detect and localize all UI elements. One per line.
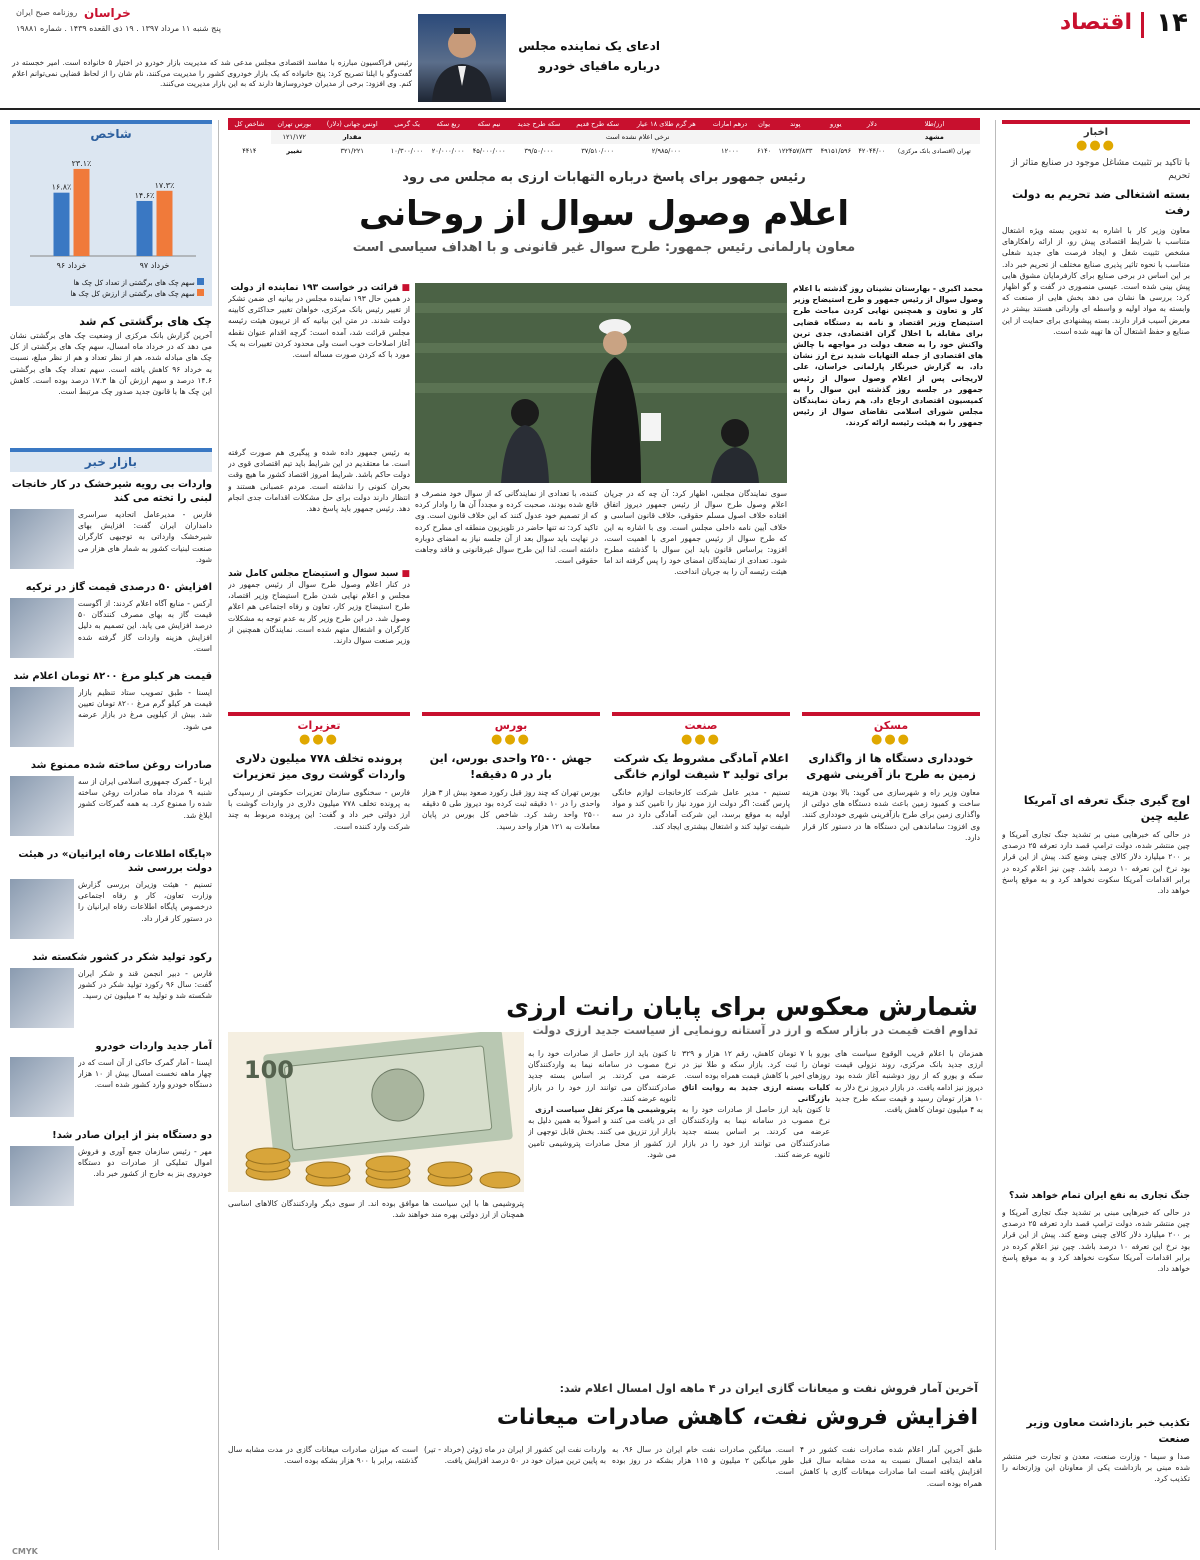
market-header-row <box>228 118 980 130</box>
currency-body-5: پتروشیمی ها با این سیاست ها موافق بوده اند. از سوی دیگر واردکنندگان کالاهای اساسی همچنان از ارز دولتی بهره مند خواهند شد. <box>228 1199 524 1220</box>
currency-body-3-text: تا کنون باید ارز حاصل از صادرات خود را به نرخ مصوب در سامانه نیما به واردکنندگان عرضه می کردند. بر اساس بسته جدید صادرکنندگان می توانند ارز خود را در بازار ثانویه عرضه کنند. <box>682 1105 830 1159</box>
section-sanat <box>612 712 790 982</box>
index-box <box>10 120 212 306</box>
market-news-item[interactable] <box>10 951 212 1034</box>
x-tick-label: خرداد ۹۷ <box>139 261 170 270</box>
oil-body-3: واردات نفت این کشور از ایران در ماه ژوئن (خرداد - تیر) به پایین ترین میزان خود در ۵۰ درصد افزایش یافت. <box>424 1445 606 1466</box>
bar-1-1 <box>157 191 173 256</box>
section-title: پرونده تخلف ۷۷۸ میلیون دلاری واردات گوشت روی میز تعزیرات <box>232 752 406 781</box>
cheques-text: آخرین گزارش بانک مرکزی از وضعیت چک های برگشتی نشان می دهد که در خرداد ماه امسال، سهم چک های برگشتی از کل چک های مبادله شده، هم از نظر تعداد و هم از نظر مبلغ، نسبت به خرداد ۹۶ کاهش یافته است. سهم تعداد چک های برگشتی ۱۴.۶ درصد و سهم ارزش آن ها ۱۷.۳ درصد بوده است. کاهش این چک ها با قانون جدید صدور چک مرتبط است. <box>10 331 212 397</box>
box-title-1-text: قرائت در خواست ۱۹۳ نماینده از دولت <box>230 283 399 293</box>
market-chg-label: تغییر <box>286 147 303 155</box>
news-thumbnail-icon <box>10 687 74 747</box>
section-title: خودداری دستگاه ها از واگذاری زمین به طرح باز آفرینی شهری <box>806 752 976 781</box>
market-news-item-title: رکود تولید شکر در کشور شکسته شد <box>32 952 212 963</box>
president-photo-icon <box>415 283 787 483</box>
news1-kicker: با تاکید بر تثبیت مشاغل موجود در صنایع متاثر از تحریم <box>1010 158 1190 181</box>
dots-icon: ●●● <box>680 732 722 747</box>
legend-item-1 <box>18 278 204 289</box>
lead-kicker: رئیس جمهور برای پاسخ درباره التهابات ارزی به مجلس می رود <box>402 170 806 185</box>
dots-icon: ●●● <box>1075 138 1117 153</box>
news2-text: در حالی که خبرهایی مبنی بر تشدید جنگ تجاری آمریکا و چین منتشر شده، دولت ترامپ قصد دارد تعرفه ۲۵ درصدی بر ۲۰۰ میلیارد دلار کالای چینی وضع کند. پیش از این قرار بود نرخ این تعرفه ۱۰ درصد باشد. چین نیز اعلام کرده در برابر اقدامات آمریکا سکوت نخواهد کرد و به موقع پاسخ خواهد داد. <box>1002 830 1190 896</box>
x-tick-label: خرداد ۹۶ <box>56 261 87 270</box>
market-cell: ۲/۹۸۵/۰۰۰ <box>651 147 681 155</box>
section-tazirat <box>228 712 410 982</box>
market-news-item-title: صادرات روغن ساخته شده ممنوع شد <box>30 760 212 771</box>
lead-subtitle: معاون پارلمانی رئیس جمهور: طرح سوال غیر قانونی و با اهداف سیاسی است <box>352 240 856 255</box>
lead-body-col4: به رئیس جمهور داده شده و پیگیری هم صورت گرفته است. ما معتقدیم در این شرایط باید تیم اقتصادی قوی در دولت حاکم باشد. شرایط امروز اقتصاد کشور ما هیچ وقت بحران کنونی را نداشته است. مردم عصبانی هستند و انتظار دارند دولت برای حل مشکلات اقدامات جدی انجام دهد. رئیس جمهور باید پاسخ دهد. <box>228 448 410 514</box>
market-col-header: سکه طرح جدید <box>517 120 561 128</box>
market-col-header: یک گرمی <box>394 120 420 128</box>
market-news-item-text: تسنیم - هیئت وزیران بررسی گزارش وزارت تعاون، کار و رفاه اجتماعی درخصوص پایگاه اطلاعات رفاه ایرانیان را در دستور کار قرار داد. <box>78 880 212 923</box>
market-col-header: دلار <box>866 120 877 128</box>
cheques-title: چک های برگشتی کم شد <box>79 315 212 328</box>
section-head: صنعت <box>612 712 790 732</box>
lead-photo <box>415 283 787 483</box>
market-col-header: درهم امارات <box>712 120 748 128</box>
news2-text-more: در حالی که خبرهایی مبنی بر تشدید جنگ تجاری آمریکا و چین منتشر شده، دولت ترامپ قصد دارد تعرفه ۲۵ درصدی بر ۲۰۰ میلیارد دلار کالای چینی وضع کند. پیش از این قرار بود نرخ این تعرفه ۱۰ درصد باشد. چین نیز اعلام کرده در برابر اقدامات آمریکا سکوت نخواهد کرد و به موقع پاسخ خواهد داد. <box>1002 1208 1190 1274</box>
data-label: ۱۶.۸٪ <box>51 182 72 192</box>
section-text: بورس تهران که چند روز قبل رکورد صعود بیش از ۳ هزار واحدی را در ۱۰ دقیقه ثبت کرده بود دیروز طی ۵ دقیقه ۲۵۰۰ واحد رشد کرد. شاخص کل بورس در پایان معاملات به ۱۲۱ هزار واحد رسید. <box>422 788 600 831</box>
currency-title: شمارش معکوس برای پایان رانت ارزی <box>506 992 978 1021</box>
market-news-item-title: واردات بی رویه شیرخشک در کار خانجات لبنی را تخته می کند <box>11 479 212 504</box>
dollar-coins-icon <box>228 1032 524 1192</box>
market-row-mashhad <box>228 130 980 144</box>
currency-body-3 <box>528 1048 676 1348</box>
box-title-2 <box>228 569 410 579</box>
market-table <box>228 118 980 160</box>
bar-0-1 <box>137 201 153 256</box>
section-title: اقتصاد <box>1059 10 1132 35</box>
paper-name: خراسان <box>84 6 131 20</box>
bar-0-0 <box>54 193 70 256</box>
currency-body-2-text: بورو با ۷ تومان کاهش، رقم ۱۲ هزار و ۳۲۹ تومان را ثبت کرد. بازار سکه و طلا نیز در روزهای اخیر با کاهش قیمت همراه بوده است. <box>682 1049 830 1081</box>
legend-swatch-icon <box>197 289 204 296</box>
market-col-header: بورس تهران <box>277 120 312 128</box>
box-title-1 <box>228 283 410 293</box>
market-cell: ۳۲۱/۲۲۱ <box>340 147 364 155</box>
market-news-list <box>10 478 212 1212</box>
lead-title: اعلام وصول سوال از روحانی <box>358 194 850 234</box>
market-cell: ۱۰/۳۰۰/۰۰۰ <box>390 147 424 155</box>
market-news-item-title: قیمت هر کیلو مرغ ۸۲۰۰ تومان اعلام شد <box>13 671 212 682</box>
market-cell: ۴۵/۰۰۰/۰۰۰ <box>472 147 506 155</box>
market-idx-label: مقدار <box>342 133 362 141</box>
market-cell: ۱۲۲۴۵۷/۸۳۳ <box>778 147 813 155</box>
section-head: مسکن <box>802 712 980 732</box>
dots-icon: ●●● <box>490 732 532 747</box>
market-col-header: یورو <box>830 120 842 128</box>
news3-title: تکذیب خبر بازداشت معاون وزیر صنعت <box>1026 1417 1190 1445</box>
dots-icon: ●●● <box>870 732 912 747</box>
market-news-item-text: ایرنا - گمرک جمهوری اسلامی ایران از سه شنبه ۹ مرداد ماه صادرات روغن ساخته شده را ممنوع کرد. به همه گمرکات کشور ابلاغ شد. <box>78 777 212 820</box>
market-col-header: پوند <box>790 120 801 128</box>
currency-sub-2: پتروشیمی ها مرکز ثقل سیاست ارزی <box>535 1105 676 1115</box>
lead-sidebar <box>228 283 410 691</box>
market-cell: ۴۲۰۴۴/۰۰ <box>858 147 886 155</box>
market-news-item-title: «پایگاه اطلاعات رفاه ایرانیان» در هیئت دولت بررسی شد <box>18 849 212 874</box>
market-news-head <box>10 448 212 472</box>
data-label: ۲۳.۱٪ <box>71 158 92 168</box>
page-number: ۱۴ <box>1156 8 1188 38</box>
market-col-header: هر گرم طلای ۱۸ عیار <box>636 120 696 128</box>
market-news-item-text: فارس - مدیرعامل اتحادیه سراسری دامداران ایران گفت: افزایش بهای شیرخشک وارداتی به توجیهی کارگران صنعت لبنیات کشور به شمار های هزار می شود. <box>78 510 212 564</box>
market-row2-label: تهران (اقتصادی بانک مرکزی) <box>897 147 971 155</box>
masthead <box>12 6 412 48</box>
bar-1-0 <box>74 169 90 256</box>
market-news-item-text: ایسنا - آمار گمرک حاکی از آن است که در چهار ماهه نخست امسال بیش از ۱۰ هزار دستگاه خودرو وارد کشور شده است. <box>78 1058 212 1090</box>
market-col-header: اونس جهانی (دلار) <box>326 120 378 128</box>
market-row-tehran <box>228 144 980 158</box>
page-header <box>0 0 1200 110</box>
news-head: اخبار <box>1002 120 1190 138</box>
section-text: فارس - سخنگوی سازمان تعزیرات حکومتی از رسیدگی به پرونده تخلف ۷۷۸ میلیون دلاری در واردات گوشت با ارز دولتی خبر داد و گفت: این پرونده مربوط به چند شرکت وارد کننده است. <box>228 788 410 831</box>
bullet-icon: ■ <box>398 569 410 579</box>
market-chg-value: ۴۴۱۴ <box>242 147 257 155</box>
market-idx-value: ۱۲۱/۱۷۲ <box>282 133 306 141</box>
paper-sub: روزنامه صبح ایران <box>16 8 78 17</box>
market-news-item[interactable] <box>10 848 212 945</box>
market-col-header: یوان <box>758 120 771 128</box>
market-cell: ۳۹/۵۰/۰۰۰ <box>524 147 554 155</box>
right-rule <box>995 120 996 1550</box>
market-col-header: ربع سکه <box>436 120 460 128</box>
section-text: تسنیم - مدیر عامل شرکت کارخانجات لوازم خانگی پارس گفت: اگر دولت ارز مورد نیاز را تامین کند و مواد اولیه به موقع برسد، این شرکت آمادگی دارد در سه شیفت تولید کند و اشتغال بیشتری ایجاد کند. <box>612 788 790 831</box>
legend <box>10 278 212 300</box>
market-cell: ۳۷/۵۱۰/۰۰۰ <box>581 147 615 155</box>
teaser-photo <box>418 14 506 102</box>
market-row1-note: نرخی اعلام نشده است <box>605 133 670 141</box>
currency-body-1: همزمان با اعلام قریب الوقوع سیاست های ارزی جدید بانک مرکزی، روند نزولی قیمت سکه و یورو که از روز دوشنبه آغاز شده بود دیروز نیز ادامه یافت. در بازار دیروز نرخ دلار به ۱۰ هزار تومان رسید و قیمت سکه طرح جدید به ۴ میلیون تومان کاهش یافت. <box>835 1049 983 1115</box>
news1-text: معاون وزیر کار با اشاره به تدوین بسته ویژه اشتغال متناسب با شرایط اقتصادی پیش رو، از ارائه راهکارهای مشخص تثبیت شغل و ایجاد فرصت های جدید شغلی متناسب با نحوه تاثیر پذیری صنایع مختلف از تحریم خبر داد. بر این اساس در برخی صنایع برای کارفرمایان مشوق هایی پیش بینی شده است. عیسی منصوری در گفت و گو اظهار کرد: بررسی ها نشان می دهد بخش هایی از صنعت که وابسته به مواد اولیه و واسطه ای وارداتی هستند بیشتر در معرض آسیب قرار دارند. بسته پیشنهادی برای حمایت از این صنایع و حفظ اشتغال آن ها تهیه شده است. <box>1002 226 1190 336</box>
currency-subtitle: تداوم افت قیمت در بازار سکه و ارز در آستانه رونمایی از سیاست جدید ارزی دولت <box>532 1024 978 1037</box>
lead-body-col3: کننده، با تعدادی از نمایندگانی که از سوال خود منصرف و قانع شده بودند، صحبت کرده و مجدداً آن ها را وادار کرده که از تصمیم خود عدول کنند که این خلاف قانون است. وی تاکید کرد: نه تنها حاضر در تلویزیون منطقه ای مطرح کرده در نهایت باید سوال بعد از آن جلسه نیاز به امضای دوباره داشته است. لذا این طرح سوال غیرقانونی و فاقد وجاهت حقوقی است. <box>415 489 598 566</box>
currency-photo <box>228 1032 524 1192</box>
lead-body-col1 <box>793 283 983 691</box>
data-label: ۱۴.۶٪ <box>134 190 155 200</box>
section-title: اعلام آمادگی مشروط یک شرکت برای تولید ۳ شیفت لوازم خانگی <box>613 752 789 781</box>
index-title: شاخص <box>90 127 132 141</box>
news1-title: بسته اشتغالی ضد تحریم به دولت رفت <box>1011 188 1190 217</box>
market-col-header: ارز/طلا <box>924 120 945 128</box>
oil-body-2: است. میانگین صادرات نفت خام ایران در سال ۹۶، به طور میانگین ۲ میلیون و ۱۱۵ هزار بشکه در روز بوده است. <box>612 1445 794 1477</box>
legend-label-1: سهم چک های برگشتی از تعداد کل چک ها <box>73 279 195 287</box>
teaser-text: رئیس فراکسیون مبارزه با مفاسد اقتصادی مجلس مدعی شد که مدیریت بازار خودرو در اختیار ۵ خانواده است. امیر خجسته در گفت‌وگو با ایلنا تصریح کرد: پنج خانواده که یک بازار خودروی کشور را مدیریت می‌کنند، نام شان را از لحاظ قضایی نمی‌توانم اعلام کنم. وی افزود: برخی از مدیران خودروسازها دارند که به این بازار مدیریت می‌کنند. <box>12 58 412 88</box>
section-head: تعزیرات <box>228 712 410 732</box>
market-news-item[interactable] <box>10 581 212 664</box>
section-divider <box>1141 12 1144 38</box>
market-col-header: شاخص کل <box>234 120 265 128</box>
oil-title: افزایش فروش نفت، کاهش صادرات میعانات <box>496 1405 978 1430</box>
legend-swatch-icon <box>197 278 204 285</box>
svg-text:100: 100 <box>243 1056 294 1084</box>
oil-body-4: است که میزان صادرات میعانات گازی در مدت مشابه سال گذشته، برابر با ۹۰۰ هزار بشکه بوده است. <box>228 1445 418 1466</box>
market-news-item-text: مهر - رئیس سازمان جمع آوری و فروش اموال تملیکی از صادرات دو دستگاه خودروی بنز به خارج از کشور خبر داد. <box>78 1147 212 1179</box>
news-thumbnail-icon <box>10 1146 74 1206</box>
section-bourse <box>422 712 600 982</box>
market-cell: ۶۱۴۰ <box>756 147 772 155</box>
lead-body-col2: سوی نمایندگان مجلس، اظهار کرد: آن چه که در جریان اعلام وصول طرح سوال از رئیس جمهور دیروز اتفاق افتاده خلاف اصول مسلم حقوقی، خلاف قانون اساسی و خلاف آیین نامه داخلی مجلس است. وی با اشاره به این که طرح سوال از رئیس جمهور امری با اهمیت است، افزود: براساس قانون باید این سوال با گذشته مطرح شود. تعدادی از نمایندگان امضای خود را پس گرفته اند اما هیئت رئیسه آن را به جریان انداخت. <box>604 489 787 577</box>
news2-sub: جنگ تجاری به نفع ایران تمام خواهد شد؟ <box>1009 1191 1190 1201</box>
market-news-item-text: آرکس - منابع آگاه اعلام کردند: از آگوست قیمت گاز به بهای مصرف کنندگان ۵۰ درصد افزایش می یابد. این تصمیم به دلیل افزایش هزینه واردات گاز گرفته شده است. <box>78 599 212 653</box>
market-cell: ۴۹۱۵۱/۵۹۶ <box>820 147 852 155</box>
section-text: معاون وزیر راه و شهرسازی می گوید: بالا بودن هزینه ساخت و کمبود زمین باعث شده دستگاه های دولتی از واگذاری زمین برای طرح بازآفرینی شهری خودداری کنند. وی افزود: ساماندهی این دستگاه ها در دستور کار قرار دارد. <box>802 788 980 842</box>
market-row1-label: مشهد <box>924 133 944 141</box>
oil-kicker: آخرین آمار فروش نفت و میعانات گازی ایران در ۴ ماهه اول امسال اعلام شد: <box>559 1382 978 1395</box>
market-col-header: نیم سکه <box>477 120 501 128</box>
right-column <box>1002 120 1190 1550</box>
left-rule <box>218 120 219 1550</box>
color-strip: CMYK <box>12 1547 38 1556</box>
cheque-chart <box>10 144 212 274</box>
dots-icon: ●●● <box>298 732 340 747</box>
news-thumbnail-icon <box>10 1057 74 1117</box>
data-label: ۱۷.۳٪ <box>154 180 175 190</box>
market-news-item-title: آمار جدید واردات خودرو <box>95 1041 212 1052</box>
market-cell: ۲۰/۰۰۰/۰۰۰ <box>431 147 465 155</box>
currency-sub-1: کلیات بسته ارزی جدید به روایت اتاق بازرگانی <box>682 1082 830 1103</box>
news-thumbnail-icon <box>10 968 74 1028</box>
market-news-title: بازار خبر <box>84 455 138 469</box>
box-text-1: در همین حال ۱۹۳ نماینده مجلس در بیانیه ای ضمن تشکر از تغییر رئیس بانک مرکزی، خواهان تغییر حداکثری کابینه دولت شدند. در متن این بیانیه که از تریبون هیئت رئیسه مجلس قرائت شد، آمده است: گرچه اقدام عنوان نقطه آغاز اصلاحات خوب است ولی محدود کردن تغییرات به یک مورد با که کردن صورت مساله است. <box>228 294 410 360</box>
news3-text: صدا و سیما - وزارت صنعت، معدن و تجارت خبر منتشر شده مبنی بر بازداشت یکی از معاونان این وزارتخانه را تکذیب کرد. <box>1002 1452 1190 1484</box>
news-thumbnail-icon <box>10 598 74 658</box>
section-head: بورس <box>422 712 600 732</box>
lead-body-col1-text: محمد اکبری - بهارستان نشینان روز گذشته با اعلام وصول سوال از رئیس جمهور و طرح استیضاح وزیر کار و تعاون و همچنین نهایی کردن مباحث طرح استیضاح وزیر اقتصاد و نامه به دستگاه قضایی برای مقابله با اخلال گران اقتصادی، جدی ترین واکنش خود را به ضعف دولت در مواجهه با چالش های اقتصادی از جمله التهابات شدید نرخ ارز نشان داد. به گزارش خبرنگار پارلمانی خراسان، علی لاریجانی پس از اعلام وصول سوال از رئیس جمهور در جلسه روز گذشته این سوال را به کمیسیون اقتصادی ارجاع داد. هم زمان نمایندگان مجلس شورای اسلامی تقاضای سوال از رئیس جمهور را به هیئت رئیسه ارائه کردند. <box>793 284 983 428</box>
market-news-item-text: فارس - دبیر انجمن قند و شکر ایران گفت: سال ۹۶ رکورد تولید شکر در کشور شکسته شد و تولید به ۲ میلیون تن رسید. <box>78 969 212 1001</box>
legend-item-2 <box>18 289 204 300</box>
market-col-header: سکه طرح قدیم <box>576 120 620 128</box>
market-news-item-title: افزایش ۵۰ درصدی قیمت گاز در ترکیه <box>25 582 212 593</box>
news2-title: اوج گیری جنگ تعرفه ای آمریکا علیه چین <box>1023 794 1190 823</box>
teaser-title: ادعای یک نماینده مجلس درباره مافیای خودرو <box>518 39 660 73</box>
news-thumbnail-icon <box>10 509 74 569</box>
left-column <box>10 120 212 1550</box>
politician-photo-icon <box>418 14 506 102</box>
box-text-2: در کنار اعلام وصول طرح سوال از رئیس جمهور در مجلس و اعلام نهایی شدن طرح استیضاح وزیر اقتصاد، طرح استیضاح وزیر کار، تعاون و رفاه اجتماعی هم اعلام وصول شد. در این طرح وزیر کار به عدم توجه به مشکلات کارگران و اشتغال متهم شده است. نمایندگان همچنین از وزیر صنعت سوال دارند. <box>228 580 410 646</box>
market-news-item[interactable] <box>10 1129 212 1212</box>
market-news-item-text: ایسنا - طبق تصویب ستاد تنظیم بازار قیمت هر کیلو گرم مرغ ۸۲۰۰ تومان تعیین شد. بیش از کیلویی مرغ در بازار عرضه می شود. <box>78 688 212 731</box>
sections-row <box>228 712 980 982</box>
market-cell: ۱۲۰۰۰ <box>721 147 739 155</box>
market-news-item[interactable] <box>10 670 212 753</box>
market-news-item-title: دو دستگاه بنز از ایران صادر شد! <box>52 1130 212 1141</box>
currency-body-3b-text: تا کنون باید ارز حاصل از صادرات خود را به نرخ مصوب در سامانه نیما به واردکنندگان عرضه می کردند. بر اساس بسته جدید صادرکنندگان می توانند ارز خود را در بازار ثانویه عرضه کنند. <box>528 1049 676 1103</box>
section-maskan <box>802 712 980 982</box>
box-title-2-text: سبد سوال و استیضاح مجلس کامل شد <box>228 569 399 579</box>
market-news-item[interactable] <box>10 478 212 575</box>
currency-body-2 <box>682 1048 830 1348</box>
oil-body-1: طبق آخرین آمار اعلام شده صادرات نفت کشور در ۴ ماهه ابتدایی امسال نسبت به مدت مشابه سال قبل افزایش یافته است اما صادرات میعانات گازی با کاهش همراه بوده است. <box>800 1445 982 1488</box>
legend-label-2: سهم چک های برگشتی از ارزش کل چک ها <box>70 290 195 298</box>
market-news-item[interactable] <box>10 759 212 842</box>
currency-body-4-text: ای در یافت می کنند و اصولاً به همین دلیل به بازار ارز تزریق می کنند. بخش قابل توجهی از ارز کشور از محل صادرات پتروشیمی تامین می شود. <box>528 1116 676 1159</box>
news-thumbnail-icon <box>10 776 74 836</box>
date-line: پنج شنبه ۱۱ مرداد ۱۳۹۷ . ۱۹ ذی القعده ۱۴۳۹ . شماره ۱۹۸۸۱ <box>16 24 221 33</box>
bullet-icon: ■ <box>398 283 410 293</box>
news-thumbnail-icon <box>10 879 74 939</box>
market-news-item[interactable] <box>10 1040 212 1123</box>
section-title: جهش ۲۵۰۰ واحدی بورس، این بار در ۵ دقیقه! <box>429 752 593 781</box>
